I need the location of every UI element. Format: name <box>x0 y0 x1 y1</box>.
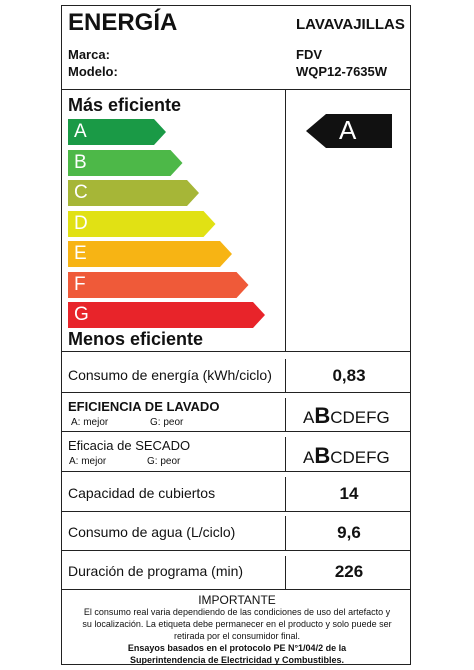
brand-value: FDV <box>296 47 322 62</box>
efficiency-bar-f <box>68 272 249 298</box>
washing-worst: G: peor <box>150 417 184 428</box>
energy-consumption-label: Consumo de energía (kWh/ciclo) <box>68 367 272 383</box>
washing-class-scale <box>303 403 390 429</box>
washing-class-before: A <box>303 408 315 427</box>
divider-scale-vertical <box>285 90 286 351</box>
class-indicator <box>306 114 392 148</box>
divider-water-bottom <box>62 550 410 551</box>
water-consumption-label: Consumo de agua (L/ciclo) <box>68 524 236 540</box>
divider-energy-bottom <box>62 392 410 393</box>
efficiency-bar-a <box>68 119 166 145</box>
divider-capacity <box>285 477 286 511</box>
efficiency-bar-letter: D <box>74 212 88 234</box>
washing-class-after: CDEFG <box>330 408 390 427</box>
drying-worst: G: peor <box>147 456 181 467</box>
efficiency-bar-b <box>68 150 183 176</box>
footer-line-2: su localización. La etiqueta debe permanecer en el producto y solo puede ser <box>82 619 392 629</box>
efficiency-bar-letter: F <box>74 273 86 295</box>
efficiency-bar-letter: C <box>74 182 88 203</box>
efficiency-bar-letter: B <box>74 151 87 173</box>
model-value: WQP12-7635W <box>296 64 388 79</box>
efficiency-bar-letter: A <box>74 121 87 142</box>
washing-class-selected: B <box>314 403 331 428</box>
drying-class-scale <box>303 443 390 469</box>
efficiency-bar-letter: G <box>74 304 89 325</box>
footer-title: IMPORTANTE <box>198 593 276 607</box>
scale-top-label: Más eficiente <box>68 95 182 115</box>
efficiency-bar-c <box>68 180 199 206</box>
brand-label: Marca: <box>68 47 110 62</box>
divider-washing-bottom <box>62 431 410 432</box>
efficiency-bar-g <box>68 302 265 328</box>
divider-scale <box>62 351 410 352</box>
divider-duration-bottom <box>62 589 410 590</box>
drying-class-before: A <box>303 448 315 467</box>
drying-efficiency-label: Eficacia de SECADO <box>68 438 191 453</box>
divider-duration <box>285 556 286 589</box>
divider-washing <box>285 398 286 431</box>
energy-consumption-value: 0,83 <box>332 366 366 385</box>
footer-line-5: Superintendencia de Electricidad y Combustibles. <box>129 655 345 665</box>
model-label: Modelo: <box>68 64 118 79</box>
footer-line-4: Ensayos basados en el protocolo PE N°1/04/2 de la <box>127 643 347 653</box>
appliance-type: LAVAVAJILLAS <box>296 16 405 33</box>
divider-water <box>285 516 286 550</box>
footer-line-1: El consumo real varia dependiendo de las condiciones de uso del artefacto y <box>83 607 391 617</box>
efficiency-bar-letter: E <box>74 243 87 264</box>
scale-bottom-label: Menos eficiente <box>68 329 204 349</box>
energy-label <box>61 5 411 665</box>
divider-drying-bottom <box>62 471 410 472</box>
footer-line-3: retirada por el consumidor final. <box>173 631 301 641</box>
capacity-value: 14 <box>339 484 359 503</box>
drying-best: A: mejor <box>69 456 107 467</box>
divider-drying <box>285 437 286 471</box>
washing-efficiency-label: EFICIENCIA DE LAVADO <box>68 399 220 414</box>
capacity-label: Capacidad de cubiertos <box>68 485 216 501</box>
label-title: ENERGÍA <box>68 9 178 36</box>
program-duration-label: Duración de programa (min) <box>68 563 244 579</box>
class-indicator-letter: A <box>339 115 357 145</box>
divider-energy <box>285 359 286 392</box>
efficiency-bar-d <box>68 211 216 237</box>
efficiency-bar-e <box>68 241 232 267</box>
drying-class-after: CDEFG <box>330 448 390 467</box>
washing-best: A: mejor <box>71 417 109 428</box>
divider-header <box>62 89 410 90</box>
drying-class-selected: B <box>314 443 331 468</box>
water-consumption-value: 9,6 <box>337 523 361 542</box>
program-duration-value: 226 <box>334 562 364 581</box>
divider-capacity-bottom <box>62 511 410 512</box>
